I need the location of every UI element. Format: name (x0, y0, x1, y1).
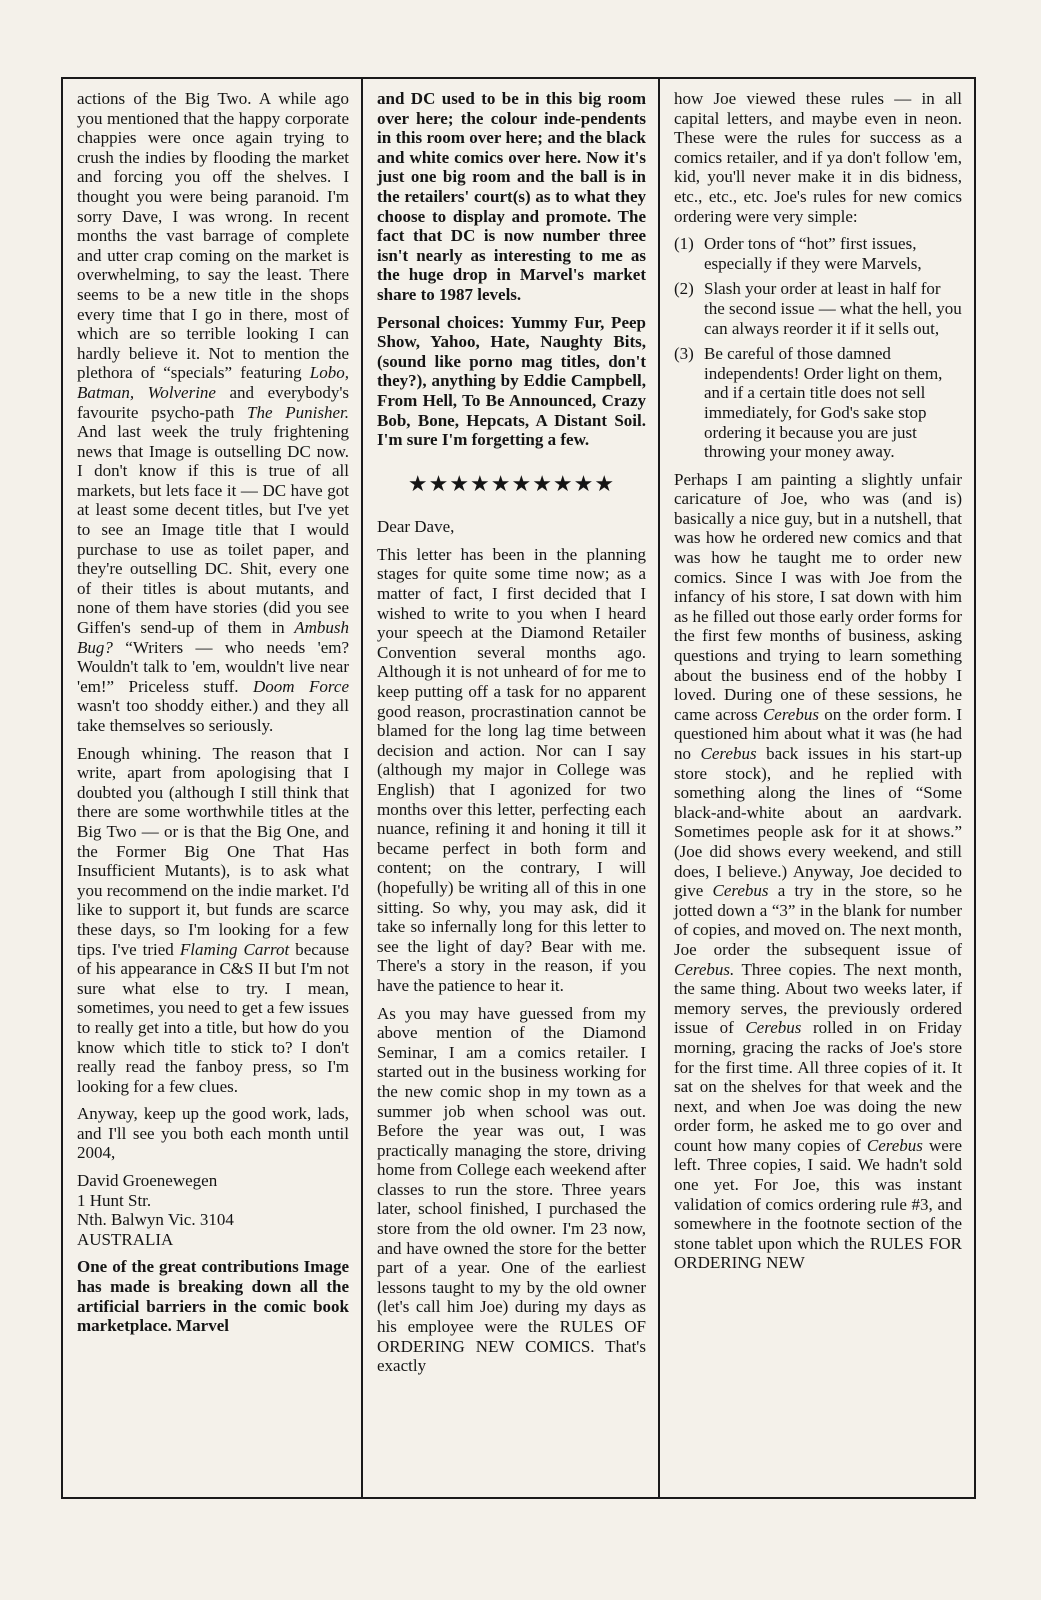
letter2-salutation: Dear Dave, (377, 517, 455, 537)
letter1-signoff: Anyway, keep up the good work, lads, and I'll see you both each month until 2004, (77, 1104, 349, 1163)
letter1-paragraph-1: actions of the Big Two. A while ago you mentioned that the happy corporate chappies were once again trying to crush the indies by flooding the market and forcing you off the shelves. I thought you were being paranoid. I'm sorry Dave, I was wrong. In recent months the vast barrage of complete and utter crap coming on the market is overwhelming, to say the least. There seems to be a new title in the shops every time that I go in there, most of which are so terrible looking I can hardly believe it. Not to mention the plethora of “specials” featuring Lobo, Batman, Wolverine and everybody's favourite psycho-path The Punisher. And last week the truly frightening news that Image is outselling DC now. I don't know if this is true of all markets, but lets face it — DC have got at least some decent titles, but I've yet to see an Image title that I would purchase to use as toilet paper, and they're outselling DC. Shit, every one of their titles is about mutants, and none of them have stories (did you see Giffen's send-up of them in Ambush Bug? “Writers — who needs 'em? Wouldn't talk to 'em, wouldn't live near 'em!” Priceless stuff. Doom Force wasn't too shoddy either.) and they all take themselves so seriously. (77, 89, 350, 735)
letter1-address (77, 1171, 349, 1249)
address-country: AUSTRALIA (77, 1229, 174, 1249)
column-2 (363, 79, 660, 1497)
letter1-paragraph-2: Enough whining. The reason that I write, apart from apologising that I doubted you (although I still think that there are some worthwhile titles at the Big Two — or is that the Big One, and the Former Big One That Has Insufficient Mutants), is to ask what you recommend on the indie market. I'd like to support it, but funds are scarce these days, so I'm looking for a few tips. I've tried Flaming Carrot because of his appearance in C&S II but I'm not sure what else to try. I mean, sometimes, you need to get a few issues to really get into a title, but how do you know which title to stick to? I don't really read the fanboy press, so I'm looking for a few clues. (77, 743, 350, 1096)
personal-choices: Personal choices: Yummy Fur, Peep Show, Yahoo, Hate, Naughty Bits, (sound like porno mag titles, don't they?), anything by Eddie Campbell, From Hell, To Be Announced, Crazy Bob, Bone, Hepcats, A Distant Soil. I'm sure I'm forgetting a few. (377, 312, 646, 450)
column-3 (660, 79, 974, 1497)
rule-item: (2) Slash your order at least in half for the second issue — what the hell, you can always reorder it if it sells out, (674, 279, 962, 338)
letter2-paragraph-3: how Joe viewed these rules — in all capital letters, and maybe even in neon. These were the rules for success as a comics retailer, and if ya don't follow 'em, kid, you'll never make it in dis bidness, etc., etc., etc. Joe's rules for new comics ordering were very simple: (674, 89, 962, 226)
address-city: Nth. Balwyn Vic. 3104 (77, 1210, 234, 1230)
address-street: 1 Hunt Str. (77, 1190, 152, 1210)
rule-item: (3) Be careful of those damned independents! Order light on them, and if a certain title does not sell immediately, for God's sake stop ordering it because you are just throwing your money away. (674, 344, 943, 462)
editor-reply: One of the great contributions Image has made is breaking down all the artificial barriers in the comic book marketplace. Marvel (77, 1257, 349, 1336)
editor-reply-continued: and DC used to be in this big room over here; the colour inde-pendents in this room over here; and the black and white comics over here. Now it's just one big room and the ball is in the retailers' court(s) as to what they choose to display and promote. The fact that DC is now number three isn't nearly as interesting to me as the huge drop in Marvel's market share to 1987 levels. (377, 89, 646, 304)
address-name: David Groenewegen (77, 1171, 218, 1191)
letter2-paragraph-1: This letter has been in the planning stages for quite some time now; as a matter of fact, I first decided that I wished to write to you when I heard your speech at the Diamond Retailer Convention several months ago. Although it is not unheard of for me to keep putting off a task for no apparent good reason, procrastination cannot be blamed for the long lag time between decision and action. Nor can I say (although my major in College was English) that I agonized for two months over this letter, perfecting each nuance, refining it and honing it till it became perfect in both form and content; on the contrary, I will (hopefully) be writing all of this in one sitting. So why, you may ask, did it take so infernally long for this letter to see the light of day? Bear with me. There's a story in the reason, if you have the patience to hear it. (377, 544, 646, 995)
letters-page (61, 77, 976, 1499)
ordering-rules-list (674, 234, 962, 462)
star-divider: ★★★★★★★★★★ (407, 470, 616, 496)
column-1 (63, 79, 363, 1497)
rule-item: (1) Order tons of “hot” first issues, especially if they were Marvels, (674, 234, 922, 273)
letter2-paragraph-2: As you may have guessed from my above mention of the Diamond Seminar, I am a comics retailer. I started out in the business working for the new comic shop in my town as a summer job when school was out. Before the year was out, I was practically managing the store, driving home from College each weekend after classes to run the store. Three years later, school finished, I purchased the store from the old owner. I'm 23 now, and have owned the store for the better part of a year. One of the earliest lessons taught to my by the old owner (let's call him Joe) during my days as his employee were the RULES OF ORDERING NEW COMICS. That's exactly (377, 1003, 646, 1376)
letter2-paragraph-4: Perhaps I am painting a slightly unfair caricature of Joe, who was (and is) basically a nice guy, but in a nutshell, that was how he ordered new comics and that was how he taught me to order new comics. Since I was with Joe from the infancy of his store, I sat down with him as he filled out those early order forms for the first few months of business, asking questions and trying to learn something about the business end of the hobby I loved. During one of these sessions, he came across Cerebus on the order form. I questioned him about what it was (he had no Cerebus back issues in his start-up store stock), and he replied with something along the lines of “Some black-and-white about an aardvark. Sometimes people ask for it at shows.” (Joe did shows every weekend, and still does, I believe.) Anyway, Joe decided to give Cerebus a try in the store, so he jotted down a “3” in the blank for number of copies, and moved on. The next month, Joe order the subsequent issue of Cerebus. Three copies. The next month, the same thing. About two weeks later, if memory serves, the previously ordered issue of Cerebus rolled in on Friday morning, gracing the racks of Joe's store for the first time. All three copies of it. It sat on the shelves for that week and the next, and when Joe was doing the new order form, he asked me to go over and count how many copies of Cerebus were left. Three copies, I said. We hadn't sold one yet. For Joe, this was instant validation of comics ordering rule #3, and somewhere in the footnote section of the stone tablet upon which the RULES FOR ORDERING NEW (674, 469, 963, 1273)
